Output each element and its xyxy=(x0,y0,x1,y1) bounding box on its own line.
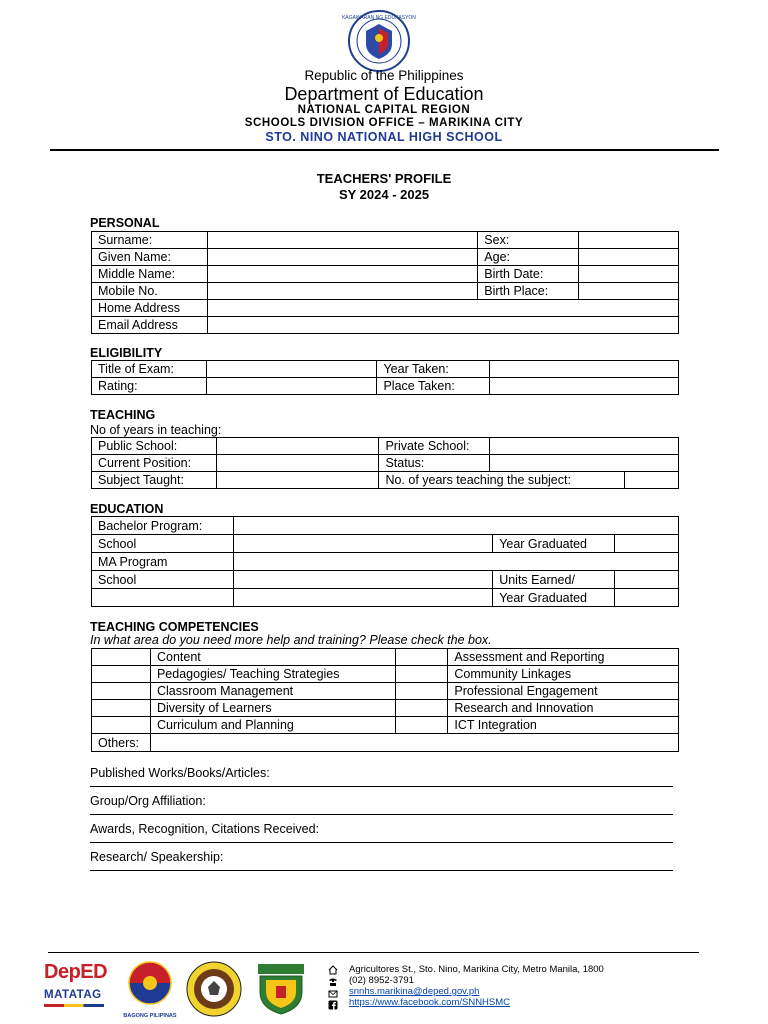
deped-seal xyxy=(342,10,416,72)
table-row xyxy=(92,455,679,472)
units-earned-field[interactable] xyxy=(615,571,679,589)
private-school-field[interactable] xyxy=(490,438,679,455)
table-row xyxy=(92,700,679,717)
others-field[interactable] xyxy=(150,734,678,752)
email-address-field[interactable] xyxy=(207,317,678,334)
middle-name-field[interactable] xyxy=(207,266,477,283)
competency-left: Content xyxy=(150,649,395,666)
private-school-label: Private School: xyxy=(379,438,490,455)
bagong-pilipinas-logo xyxy=(119,960,181,1019)
competencies-table xyxy=(91,648,679,752)
table-row xyxy=(92,666,679,683)
education-table xyxy=(91,516,679,607)
table-row xyxy=(92,517,679,535)
matatag-stripe xyxy=(44,1004,104,1007)
bachelor-field[interactable] xyxy=(233,517,678,535)
checkbox-diversity[interactable] xyxy=(92,700,151,717)
svg-text:KAGAWARAN NG EDUKASYON: KAGAWARAN NG EDUKASYON xyxy=(342,15,416,21)
competency-right: Professional Engagement xyxy=(448,683,679,700)
division-text: SCHOOLS DIVISION OFFICE – MARIKINA CITY xyxy=(244,117,524,129)
competency-right: Assessment and Reporting xyxy=(448,649,679,666)
checkbox-content[interactable] xyxy=(92,649,151,666)
republic-text: Republic of the Philippines xyxy=(304,68,464,83)
table-row xyxy=(92,361,679,378)
published-works-label: Published Works/Books/Articles: xyxy=(90,766,270,780)
ma-year-graduated-label: Year Graduated xyxy=(493,589,615,607)
ma-school-field[interactable] xyxy=(233,571,492,589)
deped-logo-text: DepED xyxy=(44,961,108,983)
table-row xyxy=(92,649,679,666)
competency-right: Research and Innovation xyxy=(448,700,679,717)
competency-left: Classroom Management xyxy=(150,683,395,700)
checkbox-research[interactable] xyxy=(395,700,448,717)
age-label: Age: xyxy=(478,249,579,266)
eligibility-table xyxy=(91,360,679,395)
home-address-label: Home Address xyxy=(92,300,208,317)
checkbox-pedagogies[interactable] xyxy=(92,666,151,683)
mobile-field[interactable] xyxy=(207,283,477,300)
given-name-label: Given Name: xyxy=(92,249,208,266)
surname-label: Surname: xyxy=(92,232,208,249)
place-taken-label: Place Taken: xyxy=(377,378,489,395)
home-icon xyxy=(328,965,338,975)
year-graduated-field[interactable] xyxy=(615,535,679,553)
title-exam-field[interactable] xyxy=(207,361,377,378)
checkbox-classroom[interactable] xyxy=(92,683,151,700)
rating-field[interactable] xyxy=(207,378,377,395)
checkbox-community[interactable] xyxy=(395,666,448,683)
awards-label: Awards, Recognition, Citations Received: xyxy=(90,822,320,836)
matatag-text: MATATAG xyxy=(44,989,102,1001)
checkbox-professional[interactable] xyxy=(395,683,448,700)
region-text: NATIONAL CAPITAL REGION xyxy=(297,104,471,116)
place-taken-field[interactable] xyxy=(489,378,678,395)
awards-field[interactable] xyxy=(90,822,673,843)
ma-extra-field[interactable] xyxy=(92,589,234,607)
given-name-field[interactable] xyxy=(207,249,477,266)
ma-extra-field-2[interactable] xyxy=(233,589,492,607)
table-row xyxy=(92,472,679,489)
rating-label: Rating: xyxy=(92,378,207,395)
education-heading: EDUCATION xyxy=(90,502,164,516)
sex-field[interactable] xyxy=(579,232,679,249)
status-label: Status: xyxy=(379,455,490,472)
table-row xyxy=(92,734,679,752)
form-title: TEACHERS' PROFILE xyxy=(316,171,452,186)
bagong-pilipinas-text: BAGONG PILIPINAS xyxy=(123,1013,177,1019)
table-row xyxy=(92,553,679,571)
personal-heading: PERSONAL xyxy=(90,216,160,230)
group-affiliation-field[interactable] xyxy=(90,794,673,815)
bachelor-school-label: School xyxy=(92,535,234,553)
year-taken-field[interactable] xyxy=(489,361,678,378)
bachelor-label: Bachelor Program: xyxy=(92,517,234,535)
competencies-instruction: In what area do you need more help and training? Please check the box. xyxy=(90,633,492,647)
current-position-label: Current Position: xyxy=(92,455,217,472)
teaching-heading: TEACHING xyxy=(90,408,156,422)
personal-table xyxy=(91,231,679,334)
group-affiliation-label: Group/Org Affiliation: xyxy=(90,794,206,808)
public-school-label: Public School: xyxy=(92,438,217,455)
email-icon xyxy=(328,989,338,999)
header-divider xyxy=(50,149,719,151)
eligibility-heading: ELIGIBILITY xyxy=(90,346,163,360)
email-address-label: Email Address xyxy=(92,317,208,334)
checkbox-curriculum[interactable] xyxy=(92,717,151,734)
footer-facebook-link[interactable]: https://www.facebook.com/SNNHSMC xyxy=(349,997,511,1008)
units-earned-label: Units Earned/ xyxy=(493,571,615,589)
table-row xyxy=(92,249,679,266)
surname-field[interactable] xyxy=(207,232,477,249)
competency-right: Community Linkages xyxy=(448,666,679,683)
department-title: Department of Education xyxy=(284,84,484,104)
table-row xyxy=(92,438,679,455)
table-row xyxy=(92,232,679,249)
birth-place-field[interactable] xyxy=(579,283,679,300)
age-field[interactable] xyxy=(579,249,679,266)
footer-email-link[interactable]: snnhs.marikina@deped.gov.ph xyxy=(349,986,480,997)
research-field[interactable] xyxy=(90,850,673,871)
research-label: Research/ Speakership: xyxy=(90,850,224,864)
title-exam-label: Title of Exam: xyxy=(92,361,207,378)
bachelor-school-field[interactable] xyxy=(233,535,492,553)
division-seal xyxy=(186,961,242,1017)
competency-right: ICT Integration xyxy=(448,717,679,734)
middle-name-label: Middle Name: xyxy=(92,266,208,283)
table-row xyxy=(92,317,679,334)
teaching-table xyxy=(91,437,679,489)
ma-school-label: School xyxy=(92,571,234,589)
footer-divider xyxy=(48,952,699,953)
table-row xyxy=(92,717,679,734)
table-row xyxy=(92,378,679,395)
footer-email xyxy=(349,987,479,998)
footer-address: Agricultores St., Sto. Nino, Marikina City, Metro Manila, 1800 xyxy=(349,964,604,975)
others-label: Others: xyxy=(92,734,151,752)
subject-taught-field[interactable] xyxy=(217,472,379,489)
years-teaching-note: No of years in teaching: xyxy=(90,423,222,437)
subject-taught-label: Subject Taught: xyxy=(92,472,217,489)
table-row xyxy=(92,266,679,283)
table-row xyxy=(92,300,679,317)
competencies-heading: TEACHING COMPETENCIES xyxy=(90,620,259,634)
public-school-field[interactable] xyxy=(217,438,379,455)
footer-facebook xyxy=(349,998,510,1009)
phone-icon xyxy=(328,977,338,987)
school-name: STO. NINO NATIONAL HIGH SCHOOL xyxy=(265,130,503,144)
sex-label: Sex: xyxy=(478,232,579,249)
ma-program-field[interactable] xyxy=(233,553,678,571)
birth-date-field[interactable] xyxy=(579,266,679,283)
published-works-field[interactable] xyxy=(90,766,673,787)
facebook-icon xyxy=(328,1000,338,1010)
table-row xyxy=(92,589,679,607)
checkbox-assessment[interactable] xyxy=(395,649,448,666)
year-graduated-label: Year Graduated xyxy=(493,535,615,553)
competency-left: Curriculum and Planning xyxy=(150,717,395,734)
table-row xyxy=(92,571,679,589)
table-row xyxy=(92,683,679,700)
status-field[interactable] xyxy=(490,455,679,472)
table-row xyxy=(92,283,679,300)
competency-left: Diversity of Learners xyxy=(150,700,395,717)
school-year: SY 2024 - 2025 xyxy=(338,187,430,202)
years-subject-label: No. of years teaching the subject: xyxy=(379,472,624,489)
deped-matatag-logo xyxy=(44,960,112,1016)
school-logo xyxy=(252,962,310,1016)
year-taken-label: Year Taken: xyxy=(377,361,489,378)
mobile-label: Mobile No. xyxy=(92,283,208,300)
current-position-field[interactable] xyxy=(217,455,379,472)
birth-place-label: Birth Place: xyxy=(478,283,579,300)
birth-date-label: Birth Date: xyxy=(478,266,579,283)
footer-phone: (02) 8952-3791 xyxy=(349,975,414,986)
home-address-field[interactable] xyxy=(207,300,678,317)
years-subject-field[interactable] xyxy=(624,472,678,489)
table-row xyxy=(92,535,679,553)
checkbox-ict[interactable] xyxy=(395,717,448,734)
ma-program-label: MA Program xyxy=(92,553,234,571)
competency-left: Pedagogies/ Teaching Strategies xyxy=(150,666,395,683)
ma-year-graduated-field[interactable] xyxy=(615,589,679,607)
